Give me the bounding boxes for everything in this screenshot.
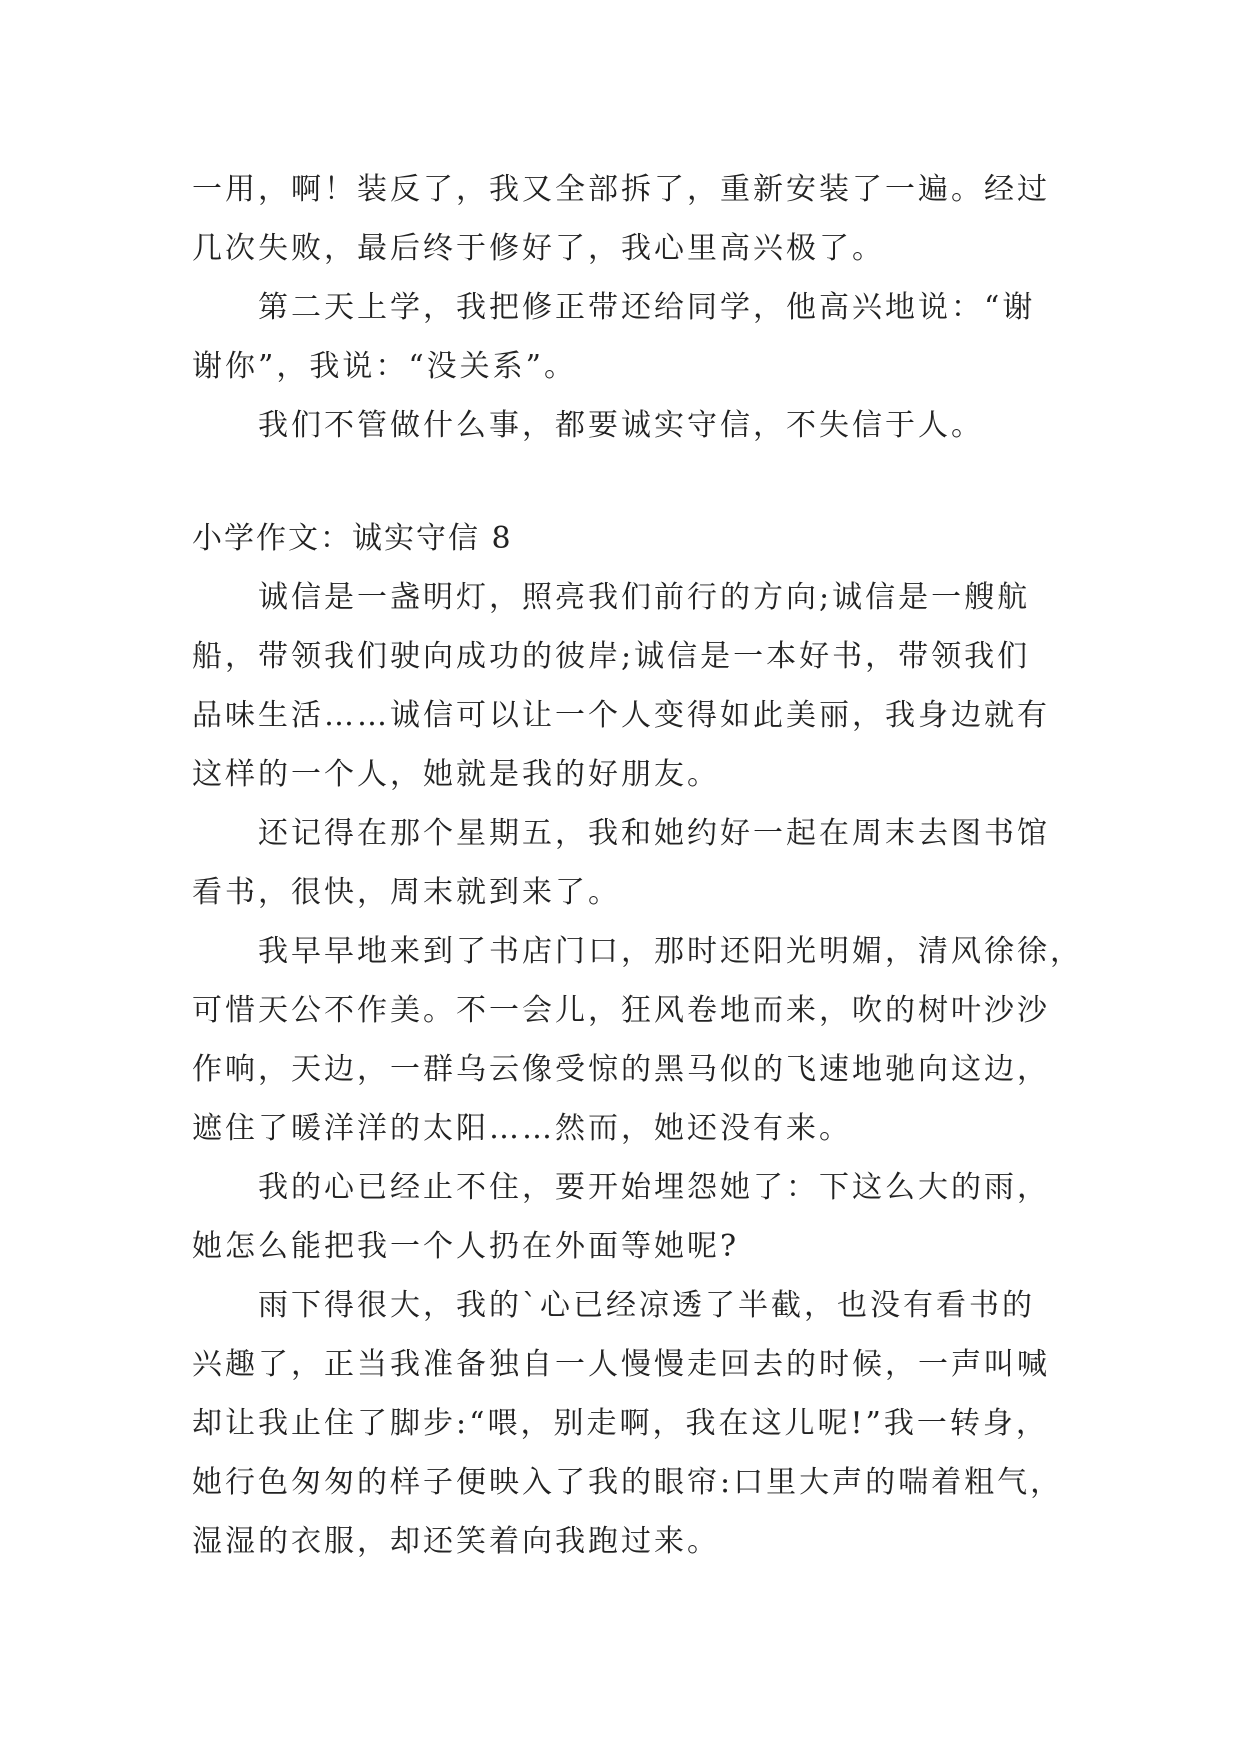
text-line: 作响，天边，一群乌云像受惊的黑马似的飞速地驰向这边， bbox=[192, 1052, 1050, 1087]
text-line: 她行色匆匆的样子便映入了我的眼帘:口里大声的喘着粗气， bbox=[192, 1465, 1064, 1500]
text-line: 谢你”，我说：“没关系”。 bbox=[192, 349, 578, 384]
text-line: 一用，啊！装反了，我又全部拆了，重新安装了一遍。经过 bbox=[192, 172, 1050, 207]
text-line: 我的心已经止不住，要开始埋怨她了：下这么大的雨， bbox=[258, 1170, 1050, 1205]
text-line: 品味生活……诚信可以让一个人变得如此美丽，我身边就有 bbox=[192, 698, 1050, 733]
text-line: 看书，很快，周末就到来了。 bbox=[192, 875, 621, 910]
text-line: 还记得在那个星期五，我和她约好一起在周末去图书馆 bbox=[258, 816, 1050, 851]
paragraph bbox=[192, 278, 1062, 396]
paragraph bbox=[192, 804, 1062, 922]
text-line: 雨下得很大，我的`心已经凉透了半截，也没有看书的 bbox=[258, 1288, 1035, 1323]
paragraph bbox=[192, 568, 1062, 804]
text-line: 我们不管做什么事，都要诚实守信，不失信于人。 bbox=[258, 408, 984, 443]
text-line: 诚信是一盏明灯，照亮我们前行的方向;诚信是一艘航 bbox=[258, 580, 1031, 615]
text-line: 却让我止住了脚步:“喂，别走啊，我在这儿呢!”我一转身， bbox=[192, 1406, 1049, 1441]
essay-title: 小学作文：诚实守信 8 bbox=[192, 521, 513, 556]
document-page bbox=[192, 160, 1083, 1571]
essay-title-block bbox=[192, 509, 1062, 568]
text-line: 几次失败，最后终于修好了，我心里高兴极了。 bbox=[192, 231, 885, 266]
text-line: 第二天上学，我把修正带还给同学，他高兴地说：“谢 bbox=[258, 290, 1036, 325]
text-line: 兴趣了，正当我准备独自一人慢慢走回去的时候，一声叫喊 bbox=[192, 1347, 1050, 1382]
paragraph bbox=[192, 922, 1083, 1158]
text-line: 湿湿的衣服，却还笑着向我跑过来。 bbox=[192, 1524, 720, 1559]
paragraph-continuation bbox=[192, 160, 1062, 278]
text-line: 遮住了暖洋洋的太阳……然而，她还没有来。 bbox=[192, 1111, 852, 1146]
paragraph bbox=[192, 1276, 1062, 1571]
text-line: 可惜天公不作美。不一会儿，狂风卷地而来，吹的树叶沙沙 bbox=[192, 993, 1050, 1028]
text-line: 她怎么能把我一个人扔在外面等她呢? bbox=[192, 1229, 740, 1264]
text-line: 我早早地来到了书店门口，那时还阳光明媚，清风徐徐， bbox=[258, 934, 1083, 969]
paragraph bbox=[192, 396, 1062, 455]
text-line: 船，带领我们驶向成功的彼岸;诚信是一本好书，带领我们 bbox=[192, 639, 1031, 674]
text-line: 这样的一个人，她就是我的好朋友。 bbox=[192, 757, 720, 792]
paragraph bbox=[192, 1158, 1062, 1276]
